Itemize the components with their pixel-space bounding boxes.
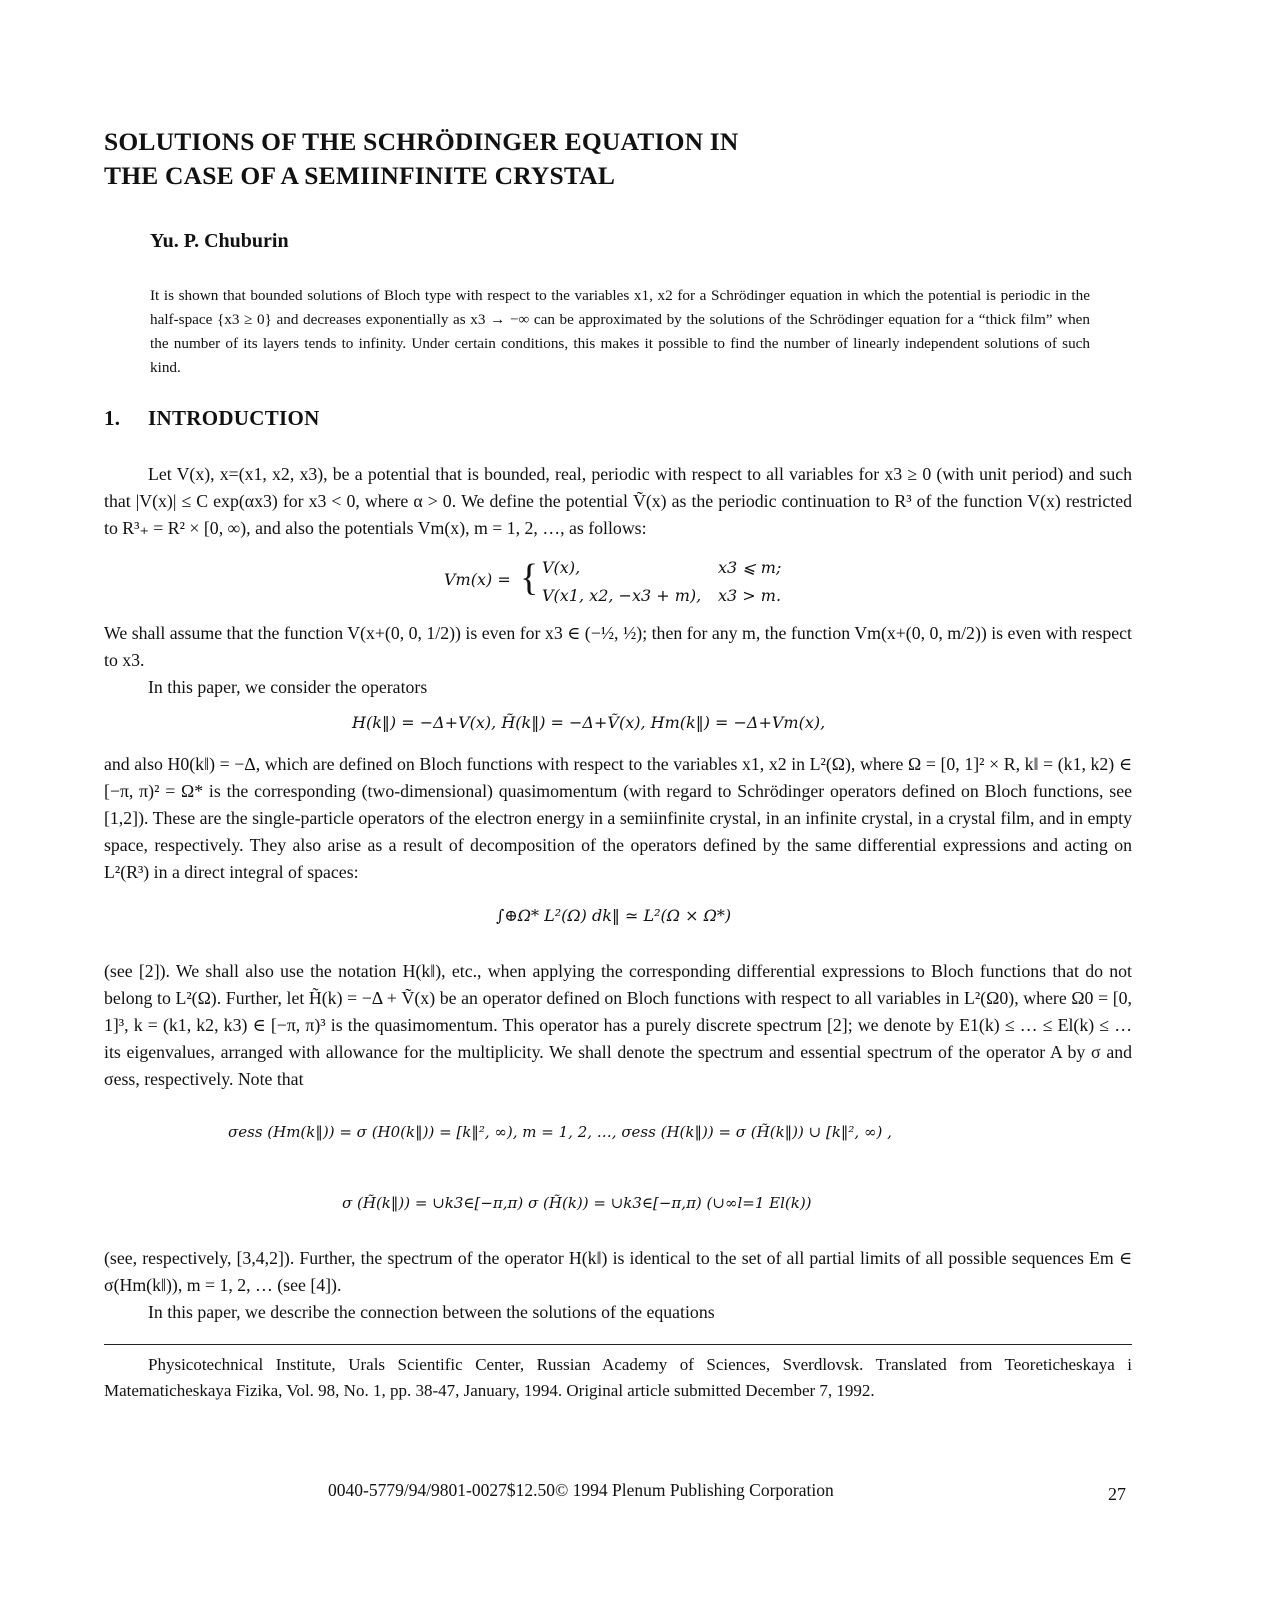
title-line-1: SOLUTIONS OF THE SCHRÖDINGER EQUATION IN: [104, 127, 739, 156]
section-heading: [104, 406, 320, 431]
paragraph-3: In this paper, we consider the operators: [148, 677, 428, 697]
abstract: It is shown that bounded solutions of Bloch type with respect to the variables x1, x2 for a Schrödinger equation in which the potential is periodic in the half-space {x3 ≥ 0} and decreases exponentially as x3 → −∞ can be approximated by the solutions of the Schrödinger equation for a “thick film” when the number of its layers tends to infinity. Under certain conditions, this makes it possible to find the number of linearly independent solutions of such kind.: [150, 287, 1090, 376]
publisher-code: 0040-5779/94/9801-0027$12.50© 1994 Plenum Publishing Corporation: [328, 1480, 834, 1500]
vm-cond-1: x3 ⩽ m;: [718, 558, 782, 577]
page-number: 27: [1108, 1484, 1126, 1504]
paragraph-1: Let V(x), x=(x1, x2, x3), be a potential that is bounded, real, periodic with respect to all variables for x3 ≥ 0 (with unit period) and such that |V(x)| ≤ C exp(αx3) for x3 < 0, where α > 0. We define the potential Ṽ(x) as the periodic continuation to R³ of the function V(x) restricted to R³₊ = R² × [0, ∞), and also the potentials Vm(x), m = 1, 2, …, as follows:: [104, 464, 1132, 538]
vm-cond-2: x3 > m.: [718, 586, 782, 605]
vm-lhs: Vm(x) =: [444, 570, 511, 589]
vm-case-1: V(x),: [542, 558, 581, 577]
author: Yu. P. Chuburin: [150, 230, 289, 252]
spectrum-equation-2: σ (H̃(k‖)) = ∪k3∈[−π,π) σ (H̃(k)) = ∪k3∈[−π,π) (∪∞l=1 El(k)): [342, 1194, 812, 1212]
vm-case-2: V(x1, x2, −x3 + m),: [542, 586, 702, 605]
section-title: INTRODUCTION: [148, 406, 320, 430]
direct-integral-equation: ∫⊕Ω* L²(Ω) dk‖ ≃ L²(Ω × Ω*): [496, 906, 732, 925]
paragraph-7: In this paper, we describe the connection between the solutions of the equations: [148, 1302, 715, 1322]
spectrum-equation-1: σess (Hm(k‖)) = σ (H0(k‖)) = [k‖², ∞), m = 1, 2, …, σess (H(k‖)) = σ (H̃(k‖)) ∪ [k‖², ∞) ,: [228, 1123, 892, 1141]
operators-equation: H(k‖) = −Δ+V(x), H̃(k‖) = −Δ+Ṽ(x), Hm(k‖) = −Δ+Vm(x),: [352, 713, 826, 732]
paragraph-2: We shall assume that the function V(x+(0, 0, 1/2)) is even for x3 ∈ (−½, ½); then for any m, the function Vm(x+(0, 0, m/2)) is even with respect to x3.: [104, 623, 1132, 670]
paragraph-5: (see [2]). We shall also use the notation H(k‖), etc., when applying the corresponding differential expressions to Bloch functions that do not belong to L²(Ω). Further, let H̃(k) = −Δ + Ṽ(x) be an operator defined on Bloch functions with respect to all variables in L²(Ω0), where Ω0 = [0, 1]³, k = (k1, k2, k3) ∈ [−π, π)³ is the quasimomentum. This operator has a purely discrete spectrum [2]; we denote by E1(k) ≤ … ≤ El(k) ≤ … its eigenvalues, arranged with allowance for the multiplicity. We shall denote the spectrum and essential spectrum of the operator A by σ and σess, respectively. Note that: [104, 961, 1132, 1089]
vm-brace: {: [520, 557, 539, 599]
paper-title: [104, 125, 1004, 193]
footnote: Physicotechnical Institute, Urals Scientific Center, Russian Academy of Sciences, Sverdlovsk. Translated from Teoreticheskaya i Matematicheskaya Fizika, Vol. 98, No. 1, pp. 38-47, January, 1994. Original article submitted December 7, 1992.: [104, 1355, 1132, 1400]
footnote-rule: [104, 1344, 1132, 1345]
paragraph-4: and also H0(k‖) = −Δ, which are defined on Bloch functions with respect to the variables x1, x2 in L²(Ω), where Ω = [0, 1]² × R, k‖ = (k1, k2) ∈ [−π, π)² = Ω* is the corresponding (two-dimensional) quasimomentum (with regard to Schrödinger operators defined on Bloch functions, see [1,2]). These are the single-particle operators of the electron energy in a semiinfinite crystal, in an infinite crystal, in a crystal film, and in empty space, respectively. They also arise as a result of decomposition of the operators defined by the same differential expressions and acting on L²(R³) in a direct integral of spaces:: [104, 754, 1132, 882]
paragraph-6: (see, respectively, [3,4,2]). Further, the spectrum of the operator H(k‖) is identical to the set of all partial limits of all possible sequences Em ∈ σ(Hm(k‖)), m = 1, 2, … (see [4]).: [104, 1248, 1132, 1295]
title-line-2: THE CASE OF A SEMIINFINITE CRYSTAL: [104, 161, 616, 190]
section-number: 1.: [104, 406, 121, 430]
